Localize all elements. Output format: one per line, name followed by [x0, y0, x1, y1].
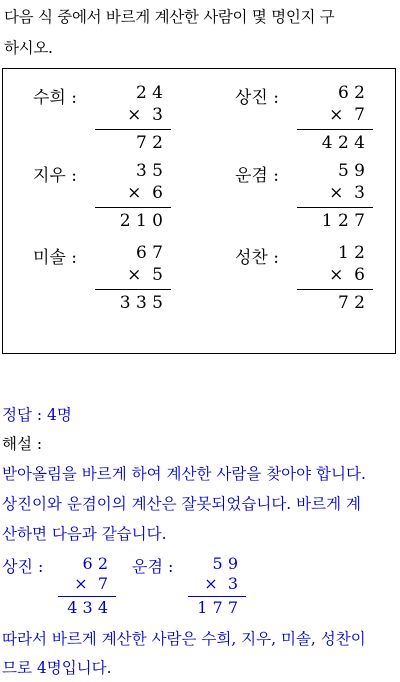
explanation-line-2: 상진이와 운겸이의 계산은 잘못되었습니다. 바르게 계	[2, 495, 361, 513]
multiplicand: 6 2	[337, 83, 365, 103]
result-line	[188, 596, 246, 597]
multiplier: × 5	[127, 265, 163, 285]
explanation-line-3: 산하면 다음과 같습니다.	[2, 525, 167, 543]
problem-suhee	[33, 83, 173, 153]
result-line	[95, 207, 171, 208]
multiplier: × 3	[329, 183, 365, 203]
result-line	[297, 207, 373, 208]
problem-name: 지우 :	[33, 166, 77, 186]
multiplicand: 5 9	[337, 161, 365, 181]
explanation-line-1: 받아올림을 바르게 하여 계산한 사람을 찾아야 합니다.	[2, 465, 366, 483]
multiplicand: 3 5	[135, 161, 163, 181]
multiplier: × 7	[329, 105, 365, 125]
multiplier: × 3	[204, 574, 238, 593]
answer: 정답 : 4명	[2, 406, 72, 424]
multiplicand: 2 4	[135, 83, 163, 103]
problems-box	[2, 68, 396, 354]
problem-jiwoo	[33, 161, 173, 231]
problem-misol	[33, 243, 173, 313]
result-line	[297, 289, 373, 290]
result: 1 7 7	[197, 598, 238, 617]
calc-name: 운겸 :	[132, 557, 174, 576]
multiplicand: 5 9	[212, 554, 238, 573]
result: 7 2	[135, 133, 163, 153]
problem-name: 상진 :	[235, 88, 279, 108]
question-text	[4, 2, 396, 64]
result: 2 1 0	[119, 211, 163, 231]
result: 1 2 7	[321, 211, 365, 231]
problem-name: 미솔 :	[33, 248, 77, 268]
corrected-calc-sangjin	[2, 554, 122, 624]
multiplier: × 6	[127, 183, 163, 203]
question-line-1: 다음 식 중에서 바르게 계산한 사람이 몇 명인지 구	[4, 8, 335, 26]
multiplier: × 6	[329, 265, 365, 285]
problem-name: 성찬 :	[235, 248, 279, 268]
result: 7 2	[337, 293, 365, 313]
result-line	[95, 289, 171, 290]
problem-name: 운겸 :	[235, 166, 279, 186]
problem-seongchan	[235, 243, 375, 313]
conclusion-line-1: 따라서 바르게 계산한 사람은 수희, 지우, 미솔, 성찬이	[2, 630, 366, 648]
multiplicand: 6 7	[135, 243, 163, 263]
multiplicand: 1 2	[337, 243, 365, 263]
corrected-calc-ungyeom	[132, 554, 252, 624]
multiplicand: 6 2	[82, 554, 108, 573]
conclusion-line-2: 므로 4명입니다.	[2, 659, 112, 677]
multiplier: × 7	[74, 574, 108, 593]
multiplier: × 3	[127, 105, 163, 125]
problem-ungyeom	[235, 161, 375, 231]
result-line	[58, 596, 116, 597]
problem-name: 수희 :	[33, 88, 77, 108]
problem-sangjin	[235, 83, 375, 153]
result: 3 3 5	[119, 293, 163, 313]
calc-name: 상진 :	[2, 557, 44, 576]
result-line	[95, 129, 171, 130]
question-line-2: 하시오.	[4, 39, 53, 57]
result: 4 3 4	[67, 598, 108, 617]
result: 4 2 4	[321, 133, 365, 153]
explanation-heading: 해설 :	[2, 435, 43, 453]
result-line	[297, 129, 373, 130]
